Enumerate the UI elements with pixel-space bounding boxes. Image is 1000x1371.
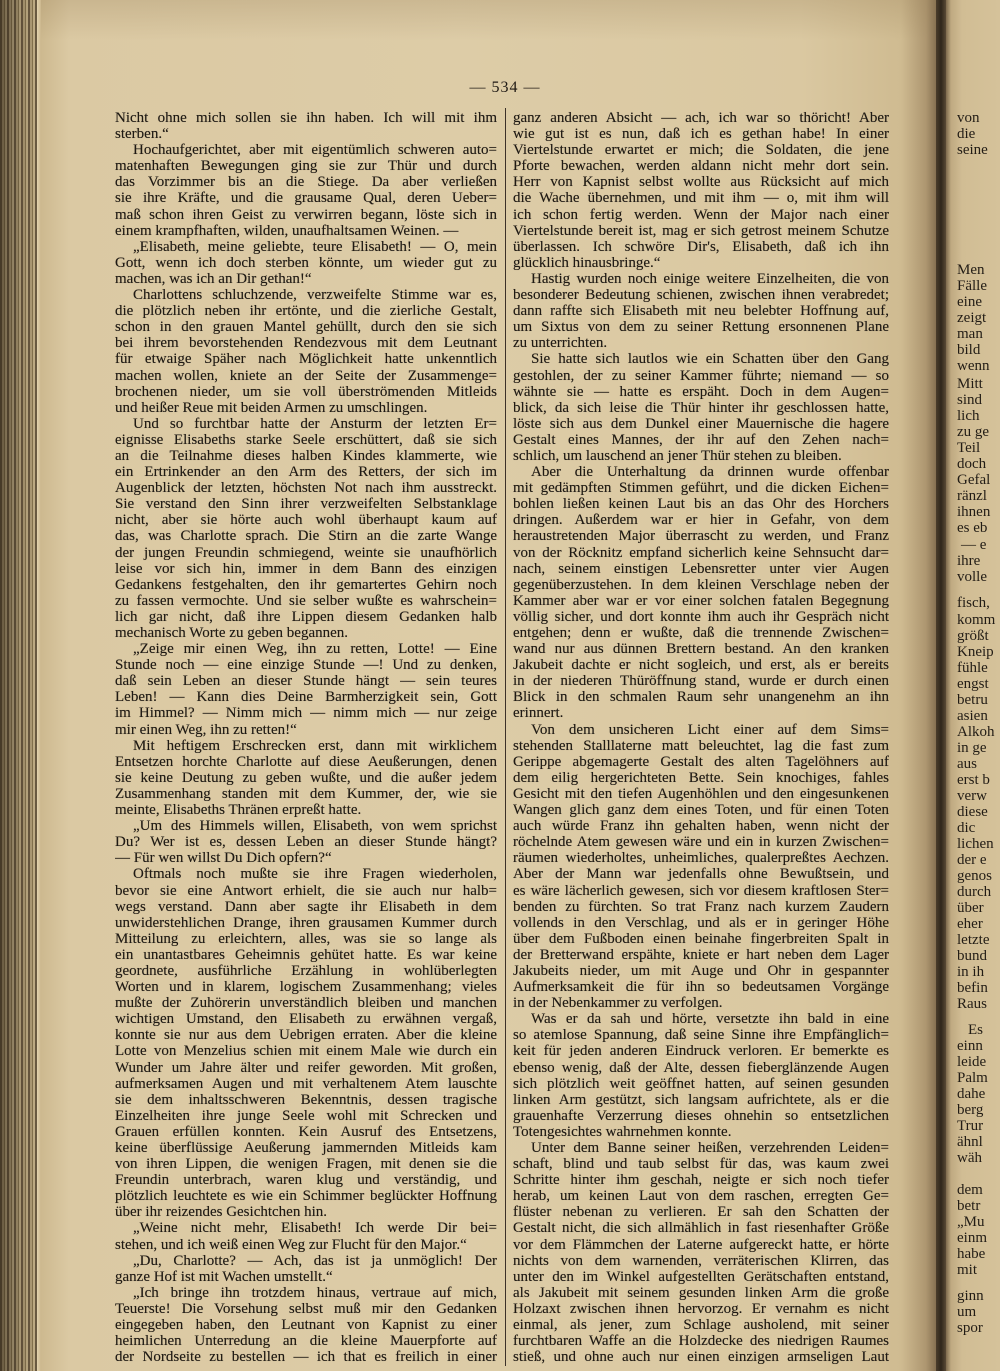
column-divider — [505, 108, 506, 1366]
text-line: sie dem inhaltsschweren Bekenntnis, dessen tragische — [115, 1091, 497, 1108]
facing-page-fragment: Raus — [957, 996, 987, 1012]
text-line: räumen wiederholtes, unheimliches, qualerpreßtes Aechzen. — [513, 850, 889, 867]
text-line: löste sich aus dem Dunkel einer Mauernische die hagere — [513, 415, 889, 432]
text-line: daß sein Leben an dieser Stunde hängt — sein teures — [115, 673, 497, 690]
facing-page-fragment: Es — [968, 1022, 983, 1038]
text-line: gestohlen, der zu seiner Kammer führte; niemand — so — [513, 367, 889, 384]
text-line: Jakubeits nieder, um mit Auge und Ohr in gespannter — [513, 962, 889, 979]
text-line: ganz anderen Absicht — ach, ich war so thöricht! Aber — [513, 110, 889, 126]
text-line: herab, um keinen Laut von dem raschen, erregten Ge= — [513, 1188, 889, 1205]
facing-page-fragment: Fälle — [957, 278, 987, 294]
facing-page-fragment: „Mu — [957, 1214, 985, 1230]
text-line: furchtbaren Waffe an die Holzdecke des niedrigen Raumes — [513, 1333, 889, 1350]
text-line: meinte, Elisabeths Thränen erpreßt hatte. — [115, 802, 362, 819]
facing-page-fragment: aus — [957, 756, 977, 772]
text-line: der Nordseite zu bestellen — ich that es freilich in einer — [115, 1349, 497, 1366]
facing-page-fragment: berg — [957, 1102, 984, 1118]
facing-page-fragment: mit — [957, 1262, 978, 1278]
text-line: Hastig wurden noch einige weitere Einzelheiten, die von — [531, 270, 889, 287]
text-line: Entsetzen horchte Charlotte auf diese Aeußerungen, denen — [115, 753, 497, 770]
text-line: keit für jeden anderen Eindruck verloren. Er bemerkte es — [513, 1043, 889, 1060]
facing-page-fragment: ränzl — [957, 488, 987, 504]
text-line: heimlichen Unterredung an die kleine Mauerpforte auf — [115, 1333, 497, 1350]
text-line: heraustretenden Major überrascht zu werden, und Franz — [513, 528, 889, 545]
text-line: schon in den grauen Mantel gehüllt, durch den sie sich — [115, 319, 497, 336]
facing-page-fragment: einn — [957, 1038, 983, 1054]
facing-page-fragment: zeigt — [957, 310, 987, 326]
text-line: Gedankens festgehalten, den ihr gemartertes Gehirn noch — [115, 576, 497, 593]
paragraph — [115, 110, 497, 142]
text-line: Holzaxt zwischen ihnen hervorzog. Er vernahm es nicht — [513, 1300, 889, 1317]
text-line: röchelnde Atem gewesen wäre und ein in kurzen Zwischen= — [513, 834, 889, 851]
page-top-shading — [41, 0, 941, 40]
facing-page-fragment: leide — [957, 1054, 987, 1070]
text-line: stehenden Stalllaterne matt beleuchtet, lag die fast zum — [513, 737, 889, 754]
text-line: überlassen. Ich schwöre Dir's, Elisabeth, daß ich ihn — [513, 238, 889, 255]
text-line: wegs verstand. Dann aber sagte ihr Elisabeth in dem — [115, 898, 497, 915]
text-line: für etwaige Späher nach Möglichkeit hatte unkenntlich — [115, 351, 497, 368]
facing-page-fragment: letzte — [957, 932, 990, 948]
text-line: unter den im Winkel aufgestellten Gerätschaften entstand, — [513, 1268, 889, 1285]
text-line: dringen. Außerdem war er hier in Gefahr, von dem — [513, 512, 889, 529]
text-line: Gestalt nicht, die sich allmählich in fast riesenhafter Größe — [513, 1220, 889, 1237]
facing-page-fragment: genos — [957, 868, 992, 884]
text-line: lich gar nicht, daß ihre Lippen diesem Gedanken halb — [115, 608, 497, 625]
text-line: machen, was ich an Dir gethan!“ — [115, 270, 312, 287]
facing-page-fragment: dem — [957, 1182, 983, 1198]
text-line: einmal, als jener, zum Schlage ausholend, mit seiner — [513, 1317, 889, 1334]
text-line: im Himmel? — Nimm mich — nimm mich — nur zeige — [115, 705, 497, 722]
facing-page-fragment: volle — [957, 569, 987, 585]
text-line: Hochaufgerichtet, aber mit eigentümlich schweren auto= — [133, 142, 497, 159]
facing-page-fragment: lichen — [957, 836, 994, 852]
text-line: das, was Charlotte sprach. Die Stirn an die zarte Wange — [115, 528, 497, 545]
text-line: nicht, aber sie hörte auch wohl überhaupt kaum auf — [115, 512, 497, 529]
text-line: in der Nebenkammer zu verfolgen. — [513, 995, 723, 1012]
facing-page-fragment: fisch, — [957, 595, 990, 611]
text-line: konnte sie nur aus dem Uebrigen erraten. Aber die kleine — [115, 1027, 497, 1044]
text-line: Aber der Mann war jedenfalls ohne Bewußtsein, und — [513, 866, 889, 883]
text-line: „Du, Charlotte? — Ach, das ist ja unmöglich! Der — [133, 1252, 497, 1269]
facing-page-fragment: wäh — [957, 1150, 982, 1166]
facing-page-fragment: der e — [957, 852, 987, 868]
text-line: dann raffte sich Elisabeth mit neu belebter Hoffnung auf, — [513, 303, 889, 320]
facing-page-fragment: diese — [957, 804, 988, 820]
paragraph — [513, 1011, 889, 1140]
facing-page-fragment: komm — [957, 612, 996, 628]
text-line: Zusammenhang standen mit dem Kummer, der, wie sie — [115, 785, 497, 802]
text-line: „Elisabeth, meine geliebte, teure Elisabeth! — O, mein — [133, 238, 497, 255]
text-line: „Weine nicht mehr, Elisabeth! Ich werde Dir bei= — [133, 1220, 497, 1237]
text-line: Gott, wenn ich doch sterben könnte, um wieder gut zu — [115, 254, 497, 271]
text-line: Augenblick der letzten, höchsten Not nach ihm ausstreckt. — [115, 480, 497, 497]
facing-page-fragment: Kneip — [957, 644, 994, 660]
facing-page-fragment: man — [957, 326, 983, 342]
text-line: stieß, und ohne auch nur einen einzigen armseligen Laut — [513, 1349, 889, 1366]
facing-page-fragment: — e — [961, 537, 987, 553]
text-line: Von dem unsicheren Licht einer auf dem Sims= — [531, 721, 889, 738]
text-line: so atemlose Spannung, daß seine Sinne ihre Empfänglich= — [513, 1027, 889, 1044]
text-line: wand nur aus dünnen Brettern bestand. An den kranken — [513, 641, 889, 658]
paragraph — [115, 416, 497, 641]
facing-page-fragment: von — [957, 110, 980, 126]
facing-page-fragment: engst — [957, 676, 989, 692]
facing-page-fragment: lich — [957, 408, 980, 424]
paragraph — [115, 1285, 497, 1365]
facing-page-fragment: fühle — [957, 660, 988, 676]
facing-page-fragment: betr — [957, 1198, 981, 1214]
text-line: Lotte von Menzelius schien mit einem Male wie durch ein — [115, 1043, 497, 1060]
facing-page-fragment: wenn — [957, 358, 990, 374]
facing-page-fragment: ginn — [957, 1288, 984, 1304]
text-line: Nicht ohne mich sollen sie ihn haben. Ich will mit ihm — [115, 110, 497, 126]
facing-page-fragment: eine — [957, 294, 982, 310]
text-line: mechanisch Worte zu geben begannen. — [115, 625, 349, 641]
text-line: ich schon fertig werden. Wenn der Major nach einer — [513, 206, 889, 223]
paragraph — [115, 239, 497, 287]
facing-page-fragment: einm — [957, 1230, 987, 1246]
facing-page-fragment: asien — [957, 708, 988, 724]
paragraph — [513, 722, 889, 1012]
text-line: Viertelstunde erwartet er mich; die Soldaten, die jene — [513, 142, 889, 159]
text-line: dem eilig hergerichteten Bette. Sein knochiges, fahles — [513, 769, 889, 786]
text-line: machen wollen, kniete an der Seite der Zusammenge= — [115, 367, 497, 384]
text-line: erinnert. — [513, 705, 564, 722]
text-line: Wangen glich ganz dem eines Toten, und für einen Toten — [513, 802, 889, 819]
paragraph — [115, 738, 497, 818]
paragraph — [115, 1253, 497, 1285]
text-line: „Ich bringe ihn trotzdem hinaus, vertraue auf mich, — [133, 1284, 497, 1301]
text-line: gegenüberzustehen. In dem kleinen Verschlage neben der — [513, 576, 889, 593]
text-line: blick, da sich leise die Thür hinter ihr geschlossen hatte, — [513, 399, 889, 416]
text-line: vor dem Flämmchen der Laterne aufgereckt hatte, er hörte — [513, 1236, 889, 1253]
text-line: benden zu fürchten. So trat Franz nach kurzem Zaudern — [513, 898, 889, 915]
text-line: wähnte sie — hatte es erspäht. Doch in dem Augen= — [513, 383, 889, 400]
facing-page-fragment: ihnen — [957, 504, 991, 520]
facing-page-fragment: in ge — [957, 740, 987, 756]
text-line: nichts von dem warnenden, verräterischen Klirren, das — [513, 1252, 889, 1269]
text-line: eingegeben haben, den Leutnant von Kapnist zu einer — [115, 1317, 497, 1334]
facing-page-fragment: Alkoh — [957, 724, 995, 740]
facing-page-fragment: Gefal — [957, 472, 991, 488]
facing-page-fragment: erst b — [957, 772, 990, 788]
text-line: Pforte bewachen, werden aldann nicht mehr dort sein. — [513, 158, 889, 175]
text-line: bohlen ließen keinen Laut bis an das Ohr des Horchers — [513, 496, 889, 513]
text-line: einem krampfhaften, wilden, unaufhaltsamen Weinen. — — [115, 222, 459, 239]
text-line: schlich, um lauschend an jener Thür stehen zu bleiben. — [513, 447, 842, 464]
facing-page-fragment: es eb — [957, 520, 988, 536]
text-line: Charlottens schluchzende, verzweifelte Stimme war es, — [133, 287, 497, 304]
text-line: Aber die Unterhaltung da drinnen wurde offenbar — [531, 464, 889, 481]
facing-page-fragment: spor — [957, 1320, 983, 1336]
text-line: Du? Wer ist es, dessen Leben an dieser Stunde hängt? — [115, 834, 497, 851]
text-line: matenhaften Bewegungen ging sie zur Thür und durch — [115, 158, 497, 175]
facing-page-fragment: ihre — [957, 553, 981, 569]
facing-page-fragment: größt — [957, 628, 989, 644]
text-line: von ihren Lippen, die wenigen Fragen, mit denen sie die — [115, 1156, 497, 1173]
text-line: glücklich hinausbringe.“ — [513, 254, 661, 271]
text-line: in der niederen Thüröffnung stand, wurde er durch einen — [513, 673, 889, 690]
text-line: Gesicht mit den tiefen Augenhöhlen und den eingesunkenen — [513, 785, 889, 802]
text-line: Herr von Kapnist selbst wollte aus Rücksicht auf mich — [513, 174, 889, 191]
facing-page-fragment: doch — [957, 456, 987, 472]
text-line: die plötzlich neben ihr ertönte, und die zierliche Gestalt, — [115, 303, 497, 320]
text-line: wie gut ist es nun, daß ich es gethan habe! In einer — [513, 126, 889, 143]
text-line: Was er da sah und hörte, versetzte ihn bald in eine — [531, 1011, 889, 1028]
text-column-right — [513, 110, 889, 1365]
paragraph — [115, 866, 497, 1220]
paragraph — [513, 351, 889, 464]
text-line: Schritte hinter ihm geschah, neigte er sich noch tiefer — [513, 1172, 889, 1189]
text-line: mir einen Weg, ihn zu retten!“ — [115, 721, 297, 738]
text-line: ganze Hof ist mit Wachen umstellt.“ — [115, 1268, 333, 1285]
facing-page-fragment: zu ge — [957, 424, 990, 440]
paragraph — [115, 1220, 497, 1252]
text-line: der jungen Freundin schmiegend, weinte sie unaufhörlich — [115, 544, 497, 561]
text-line: — Für wen willst Du Dich opfern?“ — [115, 850, 332, 867]
facing-page-fragment: dahe — [957, 1086, 986, 1102]
text-line: Worten und in klarem, logischem Zusammenhang; vieles — [115, 979, 497, 996]
text-line: Aufmerksamkeit die für ihn so bedeutsamen Vorgänge — [513, 979, 889, 996]
text-column-left — [115, 110, 497, 1365]
text-line: mit gedämpften Stimmen geführt, und die dicken Eichen= — [513, 480, 889, 497]
text-line: das Vorzimmer bis an die Stiege. Da aber verließen — [115, 174, 497, 191]
text-line: sich plötzlich weit geöffnet hatten, auf seinen gesunden — [513, 1075, 889, 1092]
text-line: ein unantastbares Geheimnis gehütet hatte. Es war keine — [115, 946, 497, 963]
facing-page-fragment: ähnl — [957, 1134, 983, 1150]
text-line: über ihr reizendes Gesichtchen hin. — [115, 1204, 327, 1221]
text-line: und heißer Reue mit beiden Armen zu umschlingen. — [115, 399, 428, 416]
facing-page-fragment: dic — [957, 820, 976, 836]
text-line: schaft, blind und taub selbst für das, was kaum zwei — [513, 1156, 889, 1173]
text-line: ein Ertrinkender an den Arm des Retters, der sich im — [115, 464, 497, 481]
text-line: es wäre lächerlich gewesen, sich vor diesem kraftlosen Ster= — [513, 882, 889, 899]
text-line: Unter dem Banne seiner heißen, verzehrenden Leiden= — [531, 1140, 889, 1156]
text-line: brochenen nieder, um sie voll überströmenden Mitleids — [115, 383, 497, 400]
text-line: Mitteilung zu erleichtern, alles, was sie so lange als — [115, 930, 497, 947]
page-number: — 534 — — [469, 79, 541, 96]
paragraph — [513, 1140, 889, 1365]
facing-page-fragment: Men — [957, 262, 985, 278]
facing-page-fragment: bild — [957, 342, 981, 358]
text-line: zu unterrichten. — [513, 335, 608, 352]
text-line: Kammer aber war er vor einer solchen fatalen Begegnung — [513, 592, 889, 609]
facing-page-fragment: betru — [957, 692, 988, 708]
text-line: zu fassen vermochte. Und sie selber wußte es wahrschein= — [115, 592, 497, 609]
text-line: Grauen erfüllen konnten. Kein Ausruf des Entsetzens, — [115, 1123, 497, 1140]
text-line: Teuerste! Die Vorsehung selbst muß mir den Gedanken — [115, 1300, 497, 1317]
paragraph — [115, 142, 497, 239]
facing-page-fragment: sind — [957, 392, 983, 408]
facing-page-fragment: die — [957, 126, 976, 142]
text-line: Oftmals noch mußte sie ihre Fragen wiederholen, — [133, 866, 497, 883]
book-spine-edge — [0, 0, 40, 1371]
text-line: Sie hatte sich lautlos wie ein Schatten über den Gang — [531, 351, 889, 368]
text-line: Viertelstunde bereit ist, mag er sich getrost meinem Schutze — [513, 222, 889, 239]
text-line: plötzlich leuchtete es wie ein Schimmer beglückter Hoffnung — [115, 1188, 497, 1205]
facing-page-fragment: befin — [957, 980, 988, 996]
text-line: Leben! — Kann dies Deine Barmherzigkeit sein, Gott — [115, 689, 497, 706]
text-line: bei ihrem bevorstehenden Rendezvous mit dem Leutnant — [115, 335, 497, 352]
text-line: von der Röcknitz empfand sicherlich keine Sehnsucht dar= — [513, 544, 889, 561]
text-line: wichtigen Umstand, den Elisabeth zu erwähnen vergaß, — [115, 1011, 497, 1028]
text-line: nach, seinem einstigen Lebensretter unter vier Augen — [513, 560, 889, 577]
text-line: sterben.“ — [115, 126, 169, 143]
text-line: „Zeige mir einen Weg, ihn zu retten, Lotte! — Eine — [133, 641, 497, 658]
text-line: geordnete, ausführliche Erzählung in wohlüberlegten — [115, 962, 497, 979]
text-line: Blick in den schmalen Raum sehr unangenehm an ihn — [513, 689, 889, 706]
text-line: Gestalt eines Mannes, der ihr auf den Zehen nach= — [513, 431, 889, 448]
text-line: bevor sie eine Antwort erhielt, die sie auch nur halb= — [115, 882, 497, 899]
text-line: stehen, und ich weiß einen Weg zur Flucht für den Major.“ — [115, 1236, 467, 1253]
text-line: Mit heftigem Erschrecken erst, dann mit wirklichem — [133, 737, 497, 754]
paragraph — [513, 271, 889, 351]
text-line: Wunder um Jahre älter und reifer geworden. Mit großen, — [115, 1059, 497, 1076]
text-line: als Jakubeit mit seinem gesunden linken Arm die große — [513, 1284, 889, 1301]
paragraph — [513, 110, 889, 271]
text-line: keine überflüssige Aeußerung jammernden Mitleids kam — [115, 1140, 497, 1156]
facing-page-fragment: eher — [957, 916, 983, 932]
text-line: unwiderstehlichen Drange, ihren grausamen Kummer durch — [115, 914, 497, 931]
text-line: vollends in den Verschlag, und als er in geringer Höhe — [513, 914, 889, 931]
facing-page-fragment: Palm — [957, 1070, 988, 1086]
text-line: sie ihre Kräfte, und die grausame Qual, deren Ueber= — [115, 190, 497, 207]
text-line: Einzelheiten ihre junge Seele wohl mit Schrecken und — [115, 1107, 497, 1124]
text-line: an die Teilnahme dieses halben Kindes klammerte, wie — [115, 447, 497, 464]
text-line: entgehen; denn er wußte, daß die trennende Zwischen= — [513, 625, 889, 641]
text-line: die Wache übernehmen, und mit ihm — o, mit ihm will — [513, 190, 889, 207]
text-line: über dem Fußboden einen beinahe fingerbreiten Spalt in — [513, 930, 889, 947]
text-line: Stunde noch — eine einzige Stunde —! Und zu denken, — [115, 657, 497, 674]
text-line: auch würde Franz ihn gehalten haben, wenn nicht der — [513, 818, 889, 835]
text-line: Gerippe abgemagerte Gestalt des alten Tagelöhners auf — [513, 753, 889, 770]
text-line: Jakubeit dachte er nicht sogleich, und erst, als er bereits — [513, 657, 889, 674]
paragraph — [115, 287, 497, 416]
paragraph — [115, 641, 497, 738]
text-line: ebenso wenig, daß der Alte, dessen fieberglänzende Augen — [513, 1059, 889, 1076]
text-line: besonderer Bedeutung schienen, zwischen ihnen verabredet; — [513, 287, 889, 304]
text-line: eignisse Elisabeths starke Seele erschüttert, daß sie sich — [115, 431, 497, 448]
text-line: sie keine Deutung zu geben wußte, und die außer jedem — [115, 769, 497, 786]
facing-page-fragment: um — [957, 1304, 977, 1320]
facing-page-fragment: verw — [957, 788, 987, 804]
facing-page-fragment: Teil — [957, 440, 981, 456]
paragraph — [513, 464, 889, 722]
facing-page-edge — [946, 0, 1000, 1371]
facing-page-fragment: habe — [957, 1246, 986, 1262]
text-line: maß schon ihren Geist zu verwirren begann, löste sich in — [115, 206, 497, 223]
text-line: der Bretterwand erspähte, kniete er hart neben dem Lager — [513, 946, 889, 963]
paragraph — [115, 818, 497, 866]
text-line: flüster nebenan zu verlieren. Er sah den Schatten der — [513, 1204, 889, 1221]
text-line: Und so furchtbar hatte der Ansturm der letzten Er= — [133, 415, 497, 432]
text-line: Freundin unterbrach, waren klug und verständig, und — [115, 1172, 497, 1189]
facing-page-fragment: in ih — [957, 964, 985, 980]
text-line: linken Arm gestützt, sich langsam aufrichtete, als er die — [513, 1091, 889, 1108]
text-line: Sie verstand den Sinn ihrer verzweifelten Selbstanklage — [115, 496, 497, 513]
facing-page-fragment: seine — [957, 142, 988, 158]
text-line: Totengesichtes wahrnehmen konnte. — [513, 1123, 732, 1140]
facing-page-fragment: durch — [957, 884, 992, 900]
facing-page-fragment: Trur — [957, 1118, 984, 1134]
facing-page-fragment: Mitt — [957, 376, 983, 392]
text-line: um Sixtus von dem zu seiner Rettung ersonnenen Plane — [513, 319, 889, 336]
text-line: mußte der Zuhörerin unverständlich bleiben und manchen — [115, 995, 497, 1012]
text-line: „Um des Himmels willen, Elisabeth, von wem sprichst — [133, 818, 497, 835]
text-line: aufmerksamen Augen und mit verhaltenem Atem lauschte — [115, 1075, 497, 1092]
text-line: völlig sicher, und dort konnte ihm auch ihr Gespräch nicht — [513, 608, 889, 625]
text-line: leise vor sich hin, immer in dem Bann des einzigen — [115, 560, 497, 577]
facing-page-fragment: bund — [957, 948, 987, 964]
facing-page-fragment: über — [957, 900, 984, 916]
text-line: grauenhafte Verzerrung dieses ohnehin so entsetzlichen — [513, 1107, 889, 1124]
